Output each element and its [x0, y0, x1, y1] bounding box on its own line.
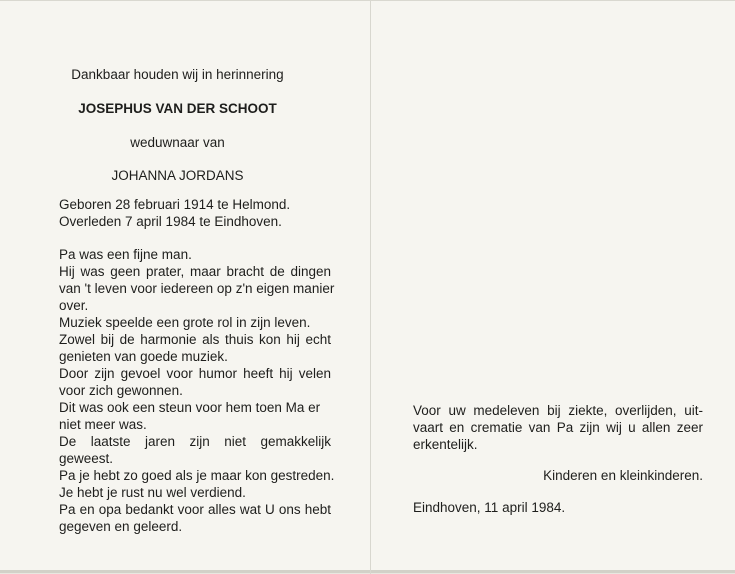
intro-text: Dankbaar houden wij in herinnering	[71, 67, 284, 82]
thanks-line: erkentelijk.	[413, 437, 478, 452]
memorial-line: Hij was geen prater, maar bracht de dingen	[59, 264, 331, 279]
memorial-line: voor zich gewonnen.	[59, 383, 183, 398]
memorial-line: Je hebt je rust nu wel verdiend.	[59, 485, 246, 500]
place-date: Eindhoven, 11 april 1984.	[413, 500, 566, 515]
thanks-line: Voor uw medeleven bij ziekte, overlijden, uit-	[413, 403, 703, 418]
memorial-line: genieten van goede muziek.	[59, 349, 228, 364]
birth-line: Geboren 28 februari 1914 te Helmond.	[59, 197, 291, 212]
spouse-name: JOHANNA JORDANS	[111, 168, 244, 183]
memorial-line: Dit was ook een steun voor hem toen Ma er	[59, 400, 321, 415]
memorial-line: gegeven en geleerd.	[59, 519, 183, 534]
memorial-line: geweest.	[59, 451, 114, 466]
signature: Kinderen en kleinkinderen.	[543, 468, 703, 483]
relation-text: weduwnaar van	[130, 135, 225, 150]
memorial-text	[59, 246, 335, 535]
death-line: Overleden 7 april 1984 te Eindhoven.	[59, 214, 282, 229]
memorial-line: De laatste jaren zijn niet gemakkelijk	[59, 434, 331, 449]
deceased-name: JOSEPHUS VAN DER SCHOOT	[78, 101, 277, 116]
thanks-text	[413, 402, 703, 453]
memorial-line: Pa was een fijne man.	[59, 247, 192, 262]
memorial-line: over.	[59, 298, 89, 313]
memorial-line: niet meer was.	[59, 417, 147, 432]
life-dates	[59, 196, 359, 230]
memorial-line: Zowel bij de harmonie als thuis kon hij echt	[59, 332, 331, 347]
memorial-line: Muziek speelde een grote rol in zijn leven.	[59, 315, 311, 330]
memorial-line: van 't leven voor iedereen op z'n eigen manier	[59, 281, 335, 296]
memorial-line: Pa en opa bedankt voor alles wat U ons hebt	[59, 502, 331, 517]
memorial-line: Pa je hebt zo goed als je maar kon gestreden.	[59, 468, 335, 483]
memorial-line: Door zijn gevoel voor humor heeft hij velen	[59, 366, 331, 381]
right-panel	[371, 1, 735, 574]
left-panel	[0, 1, 370, 574]
thanks-line: vaart en crematie van Pa zijn wij u allen zeer	[413, 420, 703, 435]
